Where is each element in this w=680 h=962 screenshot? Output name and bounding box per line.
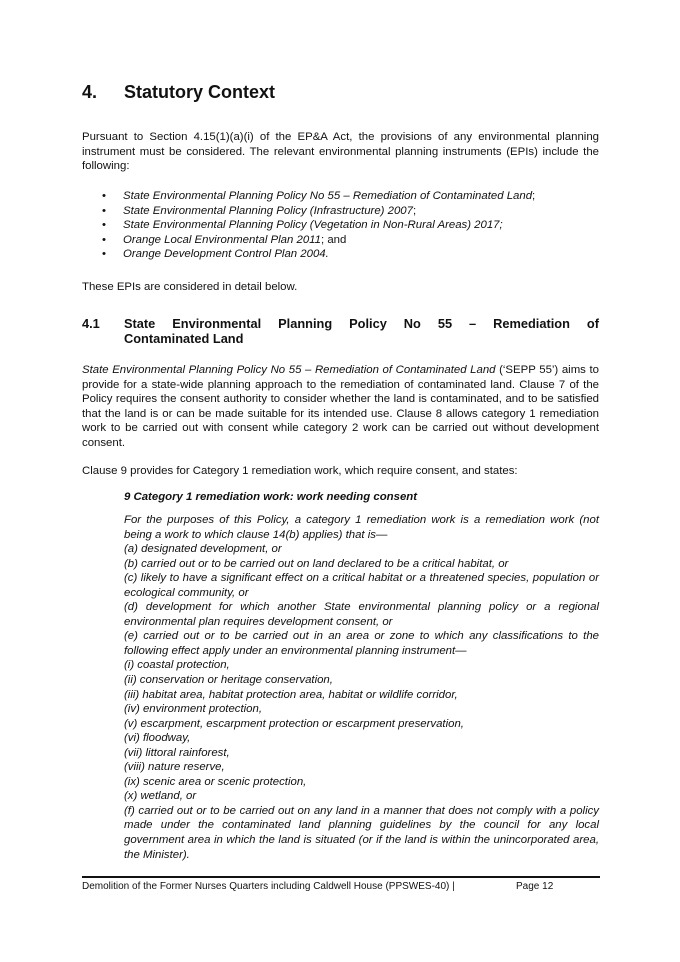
page-number: Page 12 bbox=[516, 881, 554, 892]
quote-line: (viii) nature reserve, bbox=[124, 761, 225, 774]
quote-line: (i) coastal protection, bbox=[124, 659, 230, 672]
footer-divider bbox=[82, 876, 600, 878]
clause9-quote bbox=[124, 513, 599, 862]
sepp-paragraph: State Environmental Planning Policy No 55 – Remediation of Contaminated Land (‘SEPP 55’) aims to provide for a state-wide planning approach to the remediation of contaminated land. Clause 7 of the Policy requires the consent authority to consider whether the land is contaminated, and to be satisfied that the land is or can be made suitable for its intended use. Clause 8 allows category 1 remediation work to be carried out with consent while category 2 work can be carried out without development consent. bbox=[82, 364, 599, 449]
section-heading bbox=[82, 82, 275, 103]
quote-line: (b) carried out or to be carried out on land declared to be a critical habitat, or bbox=[124, 557, 509, 570]
quote-line: For the purposes of this Policy, a category 1 remediation work is a remediation work (not being a work to which clause 14(b) applies) that is— bbox=[124, 514, 599, 541]
footer-document-title: Demolition of the Former Nurses Quarters including Caldwell House (PPSWES-40) | bbox=[82, 881, 455, 892]
quote-line: (a) designated development, or bbox=[124, 543, 282, 556]
list-item: • Orange Local Environmental Plan 2011; and bbox=[82, 233, 599, 248]
quote-line: (iv) environment protection, bbox=[124, 703, 263, 716]
epis-summary: These EPIs are considered in detail below. bbox=[82, 281, 298, 293]
page-footer bbox=[82, 881, 554, 892]
section-title: Statutory Context bbox=[124, 82, 276, 102]
quote-line: (v) escarpment, escarpment protection or escarpment preservation, bbox=[124, 717, 464, 730]
subsection-title-line1: State Environmental Planning Policy No 55 – Remediation of bbox=[124, 316, 599, 331]
quote-line: (iii) habitat area, habitat protection area, habitat or wildlife corridor, bbox=[124, 688, 458, 701]
section-number: 4. bbox=[82, 82, 98, 102]
epi-list bbox=[82, 189, 599, 262]
list-item: • Orange Development Control Plan 2004. bbox=[82, 247, 599, 262]
intro-paragraph: Pursuant to Section 4.15(1)(a)(i) of the EP&A Act, the provisions of any environmental planning instrument must be considered. The relevant environmental planning instruments (EPIs) include the following: bbox=[82, 131, 599, 173]
quote-line: (vi) floodway, bbox=[124, 732, 191, 745]
subsection-heading bbox=[82, 316, 599, 346]
quote-line: (e) carried out or to be carried out in an area or zone to which any classifications to the following effect apply under an environmental planning instrument— bbox=[124, 630, 599, 657]
quote-line: (ii) conservation or heritage conservation, bbox=[124, 674, 333, 687]
subsection-number: 4.1 bbox=[82, 316, 100, 331]
quote-heading: 9 Category 1 remediation work: work needing consent bbox=[124, 491, 418, 503]
clause9-intro: Clause 9 provides for Category 1 remediation work, which require consent, and states: bbox=[82, 465, 518, 477]
subsection-title-line2: Contaminated Land bbox=[124, 331, 244, 346]
quote-line: (d) development for which another State environmental planning policy or a regional environmental plan requires development consent, or bbox=[124, 601, 599, 628]
quote-line: (ix) scenic area or scenic protection, bbox=[124, 775, 307, 788]
quote-line: (vii) littoral rainforest, bbox=[124, 746, 230, 759]
quote-line: (x) wetland, or bbox=[124, 790, 197, 803]
list-item: • State Environmental Planning Policy No 55 – Remediation of Contaminated Land; bbox=[82, 189, 599, 204]
list-item: • State Environmental Planning Policy (Vegetation in Non-Rural Areas) 2017; bbox=[82, 218, 599, 233]
quote-line: (f) carried out or to be carried out on any land in a manner that does not comply with a policy made under the contaminated land planning guidelines by the council for any local government area in which the land is situated (or if the land is within the unincorporated area, the Minister). bbox=[124, 804, 599, 861]
list-item: • State Environmental Planning Policy (Infrastructure) 2007; bbox=[82, 204, 599, 219]
quote-line: (c) likely to have a significant effect on a critical habitat or a threatened species, population or ecological community, or bbox=[124, 572, 599, 599]
